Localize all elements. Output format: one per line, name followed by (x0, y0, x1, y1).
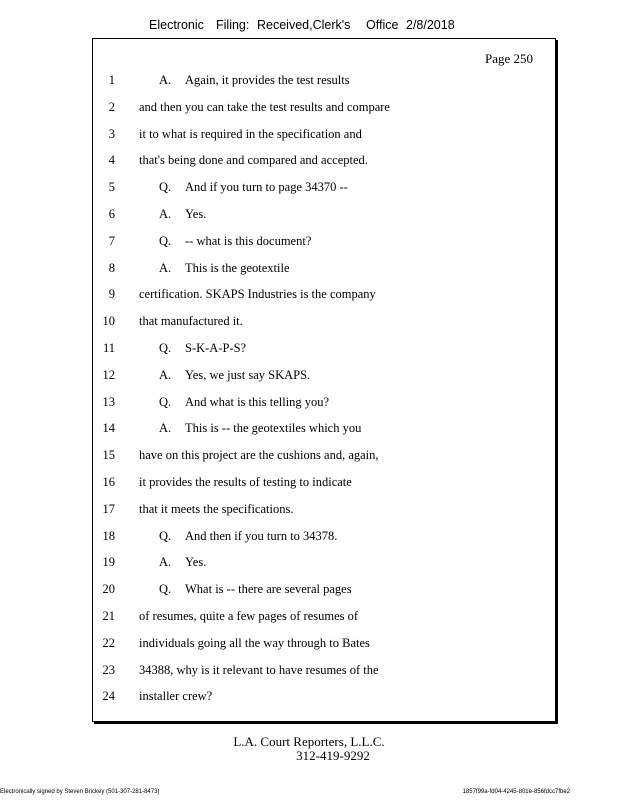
transcript-line (93, 258, 557, 278)
line-text: installer crew? (139, 689, 213, 704)
page-number: Page 250 (484, 51, 533, 66)
line-speaker: Q. (159, 528, 172, 543)
line-number: 1 (108, 73, 115, 87)
line-speaker: Q. (159, 180, 172, 195)
line-number: 2 (108, 99, 115, 114)
signature-right: 1857f99a-fd04-4245-801e-856fdcc7fbe2 (462, 789, 570, 795)
line-number: 21 (102, 609, 115, 623)
line-text: This is -- the geotextiles which you (185, 421, 362, 436)
line-text: This is the geotextile (185, 260, 290, 275)
line-number: 15 (102, 448, 115, 463)
footer-phone: 312-419-9292 (296, 748, 370, 763)
line-text: individuals going all the way through to Bates (139, 635, 370, 650)
transcript-line (93, 177, 557, 197)
line-number: 6 (108, 207, 115, 221)
line-number: 18 (102, 528, 115, 543)
line-number: 11 (102, 341, 115, 355)
line-text: Again, it provides the test results (185, 73, 350, 87)
line-number: 16 (102, 475, 115, 489)
line-number: 13 (102, 394, 115, 409)
line-text: that's being done and compared and accepted. (139, 153, 368, 168)
line-speaker: A. (159, 207, 172, 221)
line-number: 19 (102, 555, 115, 570)
filing-header-date: 2/8/2018 (406, 18, 455, 32)
line-text: it provides the results of testing to indicate (139, 475, 352, 489)
filing-header-word3: Received,Clerk's (257, 18, 351, 32)
line-number: 4 (108, 153, 115, 168)
transcript-line (93, 552, 557, 572)
line-text: -- what is this document? (185, 233, 312, 248)
transcript-line (93, 606, 557, 626)
transcript-line (93, 392, 557, 412)
signature-left: Electronically signed by Steven Brickey (501-307-281-8473) (0, 789, 160, 795)
line-text: Yes. (185, 207, 207, 221)
line-speaker: Q. (159, 582, 172, 597)
line-number: 17 (102, 501, 115, 516)
line-number: 10 (102, 314, 115, 329)
transcript-line (93, 579, 557, 599)
line-speaker: A. (159, 421, 172, 436)
transcript-line (93, 660, 557, 680)
line-text: certification. SKAPS Industries is the company (139, 287, 376, 302)
transcript-line (93, 150, 557, 170)
transcript-line (93, 231, 557, 251)
line-number: 8 (108, 260, 115, 275)
line-text: Yes, we just say SKAPS. (185, 367, 311, 382)
filing-header-word2: Filing: (216, 18, 250, 32)
transcript-line (93, 338, 557, 358)
transcript-line (93, 499, 557, 519)
line-number: 14 (102, 421, 115, 436)
line-number: 12 (102, 367, 115, 382)
line-speaker: A. (159, 555, 172, 570)
footer-company: L.A. Court Reporters, L.L.C. (233, 734, 385, 749)
transcript-page (92, 38, 556, 722)
line-number: 9 (108, 287, 115, 302)
line-text: and then you can take the test results and compare (139, 99, 390, 114)
line-speaker: A. (159, 260, 172, 275)
transcript-line (93, 284, 557, 304)
line-text: And what is this telling you? (185, 394, 330, 409)
line-speaker: A. (159, 73, 172, 87)
transcript-line (93, 526, 557, 546)
line-text: And if you turn to page 34370 -- (185, 180, 348, 195)
transcript-line (93, 445, 557, 465)
transcript-line (93, 124, 557, 144)
line-number: 20 (102, 582, 115, 597)
line-number: 23 (102, 662, 115, 677)
filing-header-word4: Office (366, 18, 399, 32)
line-speaker: Q. (159, 394, 172, 409)
transcript-line (93, 311, 557, 331)
transcript-line (93, 472, 557, 492)
transcript-line (93, 97, 557, 117)
line-number: 5 (108, 180, 115, 195)
line-number: 7 (108, 233, 115, 248)
line-text: 34388, why is it relevant to have resumes of the (139, 662, 379, 677)
line-text: that it meets the specifications. (139, 501, 294, 516)
line-speaker: Q. (159, 233, 172, 248)
filing-header (0, 18, 618, 38)
transcript-line (93, 686, 557, 706)
transcript-line (93, 204, 557, 224)
line-text: Yes. (185, 555, 207, 570)
filing-header-word1: Electronic (149, 18, 204, 32)
line-speaker: Q. (159, 341, 172, 355)
line-text: And then if you turn to 34378. (185, 528, 338, 543)
line-speaker: A. (159, 367, 172, 382)
transcript-line (93, 70, 557, 90)
line-number: 3 (108, 126, 115, 141)
line-text: of resumes, quite a few pages of resumes of (139, 609, 359, 623)
line-number: 22 (102, 635, 115, 650)
line-text: S-K-A-P-S? (185, 341, 247, 355)
transcript-line (93, 633, 557, 653)
line-number: 24 (102, 689, 115, 704)
transcript-line (93, 365, 557, 385)
line-text: that manufactured it. (139, 314, 243, 329)
line-text: have on this project are the cushions and, again, (139, 448, 379, 463)
line-text: it to what is required in the specification and (139, 126, 362, 141)
line-text: What is -- there are several pages (185, 582, 352, 597)
transcript-line (93, 418, 557, 438)
